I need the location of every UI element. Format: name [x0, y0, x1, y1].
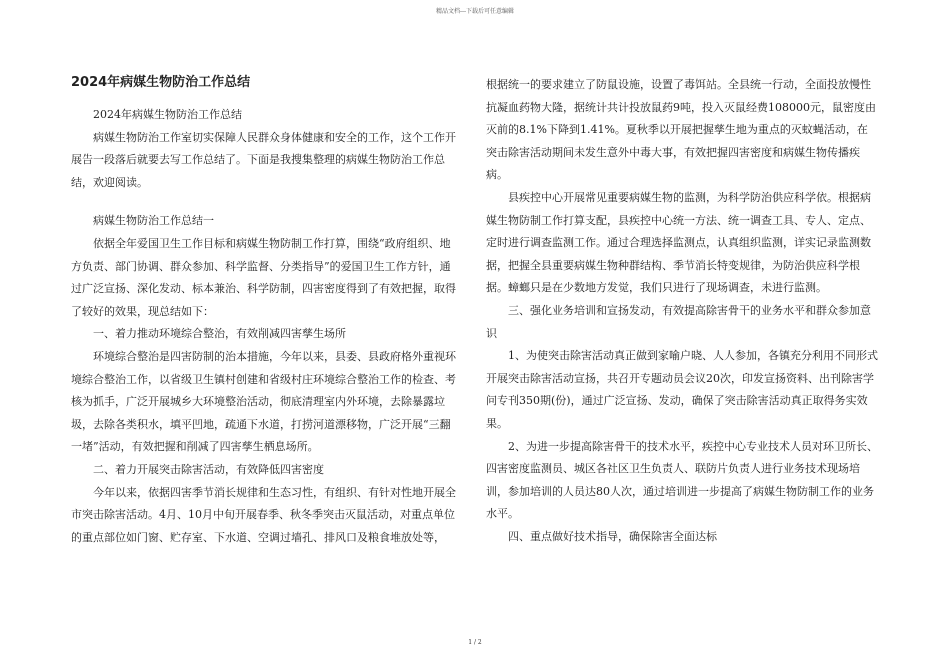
- right-column: [486, 74, 878, 548]
- body-paragraph: 1、为使突击除害活动真正做到家喻户晓、人人参加，各镇充分利用不同形式开展突击除害活动宣扬，共召开专题动员会议20次，印发宣扬资料、出刊除害学问专刊350期(份)，通过广泛宣扬、发动，确保了突击除害活动真正取得务实效果。: [486, 349, 878, 430]
- page-number: 1 / 2: [468, 639, 482, 646]
- body-paragraph: 县疾控中心开展常见重要病媒生物的监测，为科学防治供应科学依。根据病媒生物防制工作打算支配，县疾控中心统一方法、统一调查工具、专人、定点、定时进行调查监测工作。通过合理选择监测点，认真组织监测，详实记录监测数据，把握全县重要病媒生物种群结构、季节消长特变规律，为防治供应科学根据。蟑螂只是在少数地方发觉，我们只进行了现场调查，未进行监测。: [486, 190, 871, 295]
- section-heading: 四、重点做好技术指导，确保除害全面达标: [508, 529, 717, 543]
- subtitle-paragraph: 2024年病媒生物防治工作总结: [93, 108, 242, 121]
- section-heading: 二、着力开展突击除害活动，有效降低四害密度: [93, 462, 324, 476]
- body-paragraph: 依据全年爱国卫生工作目标和病媒生物防制工作打算，围绕“政府组织、地方负责、部门协调、群众参加、科学监督、分类指导”的爱国卫生工作方针，通过广泛宣扬、深化发动、标本兼治、科学防制，四害密度得到了有效把握，取得了较好的效果，现总结如下：: [71, 236, 456, 318]
- section-heading: 一、着力推动环境综合整治，有效削减四害孳生场所: [93, 327, 346, 341]
- body-paragraph: 今年以来，依据四害季节消长规律和生态习性，有组织、有针对性地开展全市突击除害活动。4月、10月中旬开展春季、秋冬季突击灭鼠活动，对重点单位的重点部位如门窗、贮存室、下水道、空调过墙孔、排风口及粮食堆放处等，: [71, 485, 456, 544]
- body-paragraph: 环境综合整治是四害防制的治本措施，今年以来，县委、县政府格外重视环境综合整治工作，以省级卫生镇村创建和省级村庄环境综合整治工作的检查、考核为抓手，广泛开展城乡大环境整治活动，彻底清理室内外环境，去除暴露垃圾，去除各类积水，填平凹地，疏通下水道，打捞河道漂移物，广泛开展“三翻一堵”活动，有效把握和削减了四害孳生栖息场所。: [71, 349, 456, 454]
- body-paragraph: 根据统一的要求建立了防鼠设施，设置了毒饵站。全县统一行动，全面投放慢性抗凝血药物大隆，据统计共计投放鼠药9吨，投入灭鼠经费108000元，鼠密度由灭前的8.1%下降到1.41%。夏秋季以开展把握孳生地为重点的灭蚊蝇活动，在突击除害活动期间未发生意外中毒大事，有效把握四害密度和病媒生物传播疾病。: [486, 78, 876, 182]
- document-title: 2024年病媒生物防治工作总结: [71, 75, 251, 90]
- section-heading: 病媒生物防治工作总结一: [93, 214, 214, 228]
- page-header: 精品文档---下载后可任意编辑: [435, 8, 515, 15]
- intro-paragraph: 病媒生物防治工作室切实保障人民群众身体健康和安全的工作，这个工作开展告一段落后就要去写工作总结了。下面是我搜集整理的病媒生物防治工作总结，欢迎阅读。: [71, 130, 456, 189]
- section-heading: 三、强化业务培训和宣扬发动，有效提高除害骨干的业务水平和群众参加意识: [486, 303, 871, 340]
- left-column: [71, 74, 461, 549]
- body-paragraph: 2、为进一步提高除害骨干的技术水平，疾控中心专业技术人员对环卫所长、四害密度监测员、城区各社区卫生负责人、联防片负责人进行业务技术现场培训，参加培训的人员达80人次，通过培训进一步提高了病媒生物防制工作的业务水平。: [486, 439, 878, 521]
